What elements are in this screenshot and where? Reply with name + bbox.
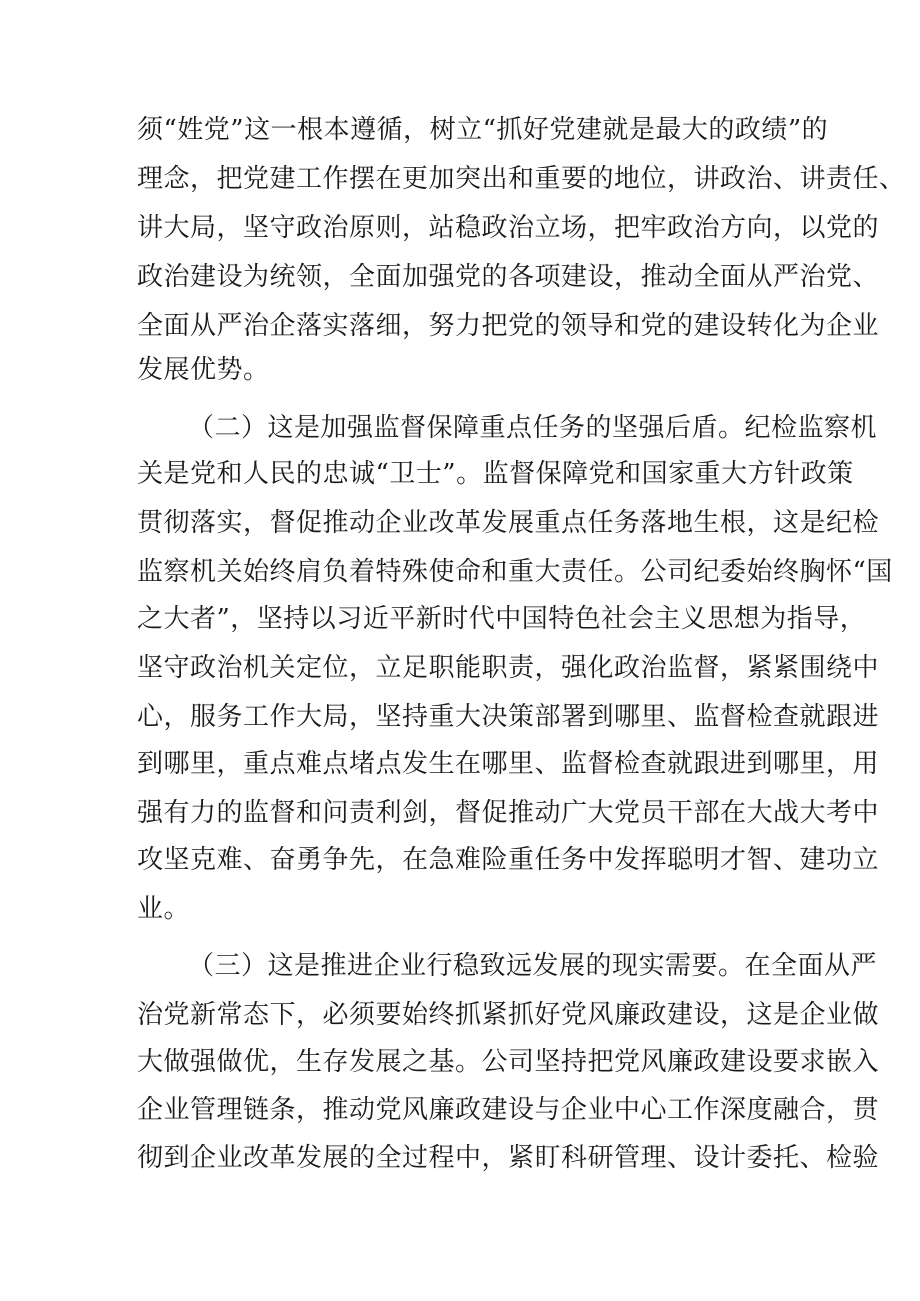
paragraph-line: 须“姓党”这一根本遵循，树立“抓好党建就是最大的政绩”的 xyxy=(137,115,829,145)
paragraph-line: 到哪里，重点难点堵点发生在哪里、监督检查就跟进到哪里，用 xyxy=(137,749,880,779)
paragraph-line: 彻到企业改革发展的全过程中，紧盯科研管理、设计委托、检验 xyxy=(137,1143,880,1173)
paragraph-line: 发展优势。 xyxy=(137,355,270,385)
paragraph-line: 监察机关始终肩负着特殊使命和重大责任。公司纪委始终胸怀“国 xyxy=(137,557,893,587)
paragraph-line: 全面从严治企落实落细，努力把党的领导和党的建设转化为企业 xyxy=(137,311,880,341)
paragraph-line: 之大者”，坚持以习近平新时代中国特色社会主义思想为指导， xyxy=(137,604,867,634)
paragraph-line: 贯彻落实，督促推动企业改革发展重点任务落地生根，这是纪检 xyxy=(137,508,880,538)
paragraph-line: 强有力的监督和问责利剑，督促推动广大党员干部在大战大考中 xyxy=(137,798,880,828)
paragraph-line: 心，服务工作大局，坚持重大决策部署到哪里、监督检查就跟进 xyxy=(137,702,880,732)
paragraph-line: 企业管理链条，推动党风廉政建设与企业中心工作深度融合，贯 xyxy=(137,1095,880,1125)
paragraph-line: 大做强做优，生存发展之基。公司坚持把党风廉政建设要求嵌入 xyxy=(137,1047,880,1077)
paragraph-line: 治党新常态下，必须要始终抓紧抓好党风廉政建设，这是企业做 xyxy=(137,1000,880,1030)
paragraph-line: （三）这是推进企业行稳致远发展的现实需要。在全面从严 xyxy=(188,951,878,981)
paragraph-line: 关是党和人民的忠诚“卫士”。监督保障党和国家重大方针政策 xyxy=(137,459,854,489)
paragraph-line: 政治建设为统领，全面加强党的各项建设，推动全面从严治党、 xyxy=(137,262,880,292)
paragraph-line: 业。 xyxy=(137,894,191,924)
paragraph-line: 理念，把党建工作摆在更加突出和重要的地位，讲政治、讲责任、 xyxy=(137,164,906,194)
paragraph-line: 讲大局，坚守政治原则，站稳政治立场，把牢政治方向，以党的 xyxy=(137,213,880,243)
paragraph-line: 攻坚克难、奋勇争先，在急难险重任务中发挥聪明才智、建功立 xyxy=(137,845,880,875)
paragraph-line: 坚守政治机关定位，立足职能职责，强化政治监督，紧紧围绕中 xyxy=(137,653,880,683)
paragraph-line: （二）这是加强监督保障重点任务的坚强后盾。纪检监察机 xyxy=(188,413,878,443)
